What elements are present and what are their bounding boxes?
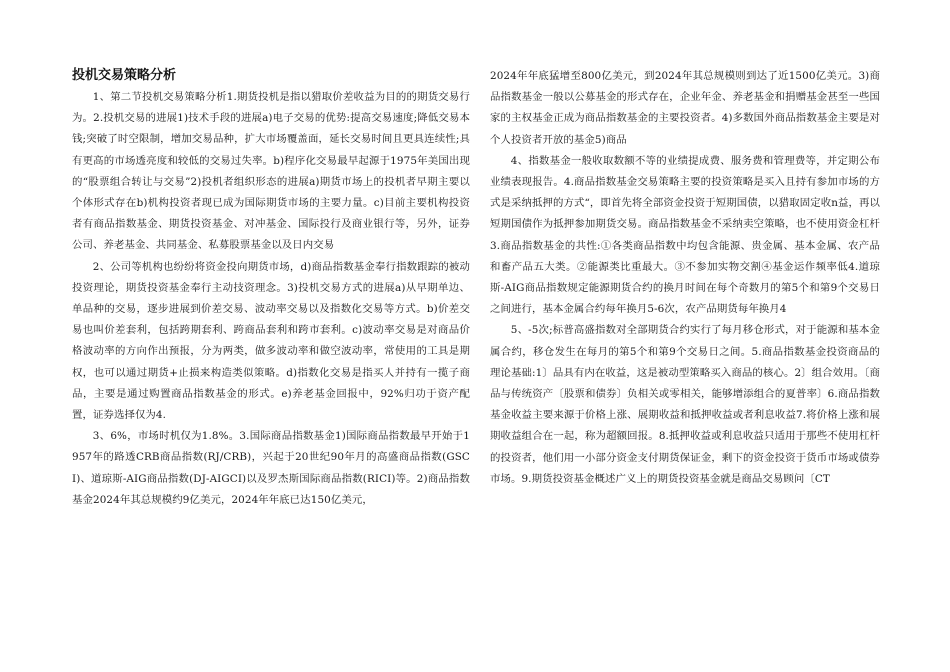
right-column <box>490 66 880 490</box>
paragraph-5: 5、-5次;标普高盛指数对全部期货合约实行了每月移仓形式，对于能源和基本金属合约，移仓发生在每月的第5个和第9个交易日之间。5.商品指数基金投资商品的理论基础:1〕品具有内在收益，这是被动型策略买入商品的核心。2〕组合效用。〔商品与传统资产〔股票和债券〕负相关或零相关，能够增添组合的夏普率〕6.商品指数基金收益主要来源于价格上涨、展期收益和抵押收益或者利息收益7.将价格上涨和展期收益组合在一起，称为超额回报。8.抵押收益或利息收益只适用于那些不使用杠杆的投资者，他们用一小部分资金支付期货保证金，剩下的资金投资于货币市场或债券市场。9.期货投资基金概述广义上的期货投资基金就是商品交易顾问〔CT <box>490 324 880 485</box>
paragraph-3: 3、6%，市场时机仅为1.8%。3.国际商品指数基金1)国际商品指数最早开始于1957年的路透CRB商品指数(RJ/CRB)，兴起于20世纪90年月的高盛商品指数(GSCI)、道琼斯-AIG商品指数(DJ-AIGCI)以及罗杰斯国际商品指数(RICI)等。2)商品指数基金2024年其总规模约9亿美元，2024年年底已达150亿美元， <box>72 430 470 506</box>
paragraph-4: 4、指数基金一般收取数额不等的业绩提成费、服务费和管理费等，并定期公布业绩表现报告。4.商品指数基金交易策略主要的投资策略是买入且持有参加市场的方式是采纳抵押的方式“，即首先将全部资金投资于短期国债，以猎取固定收n益，再以短期国债作为抵押参加期货交易。商品指数基金不采纳卖空策略，也不使用资金杠杆3.商品指数基金的共性:①各类商品指数中均包含能源、贵金属、基本金属、农产品和畜产品五大类。②能源类比重最大。③不参加实物交割④基金运作频率低4.道琼斯-AIG商品指数规定能源期货合约的换月时间在每个奇数月的第5个和第9个交易日之间进行，基本金属合约每年换月5-6次，农产品期货每年换月4 <box>490 154 880 316</box>
document-title: 投机交易策略分析 <box>72 68 177 83</box>
left-column <box>72 66 470 511</box>
paragraph-3-continued: 2024年年底猛增至800亿美元，到2024年其总规模则到达了近1500亿美元。3)商品指数基金一般以公募基金的形式存在，企业年金、养老基金和捐赠基金甚至一些国家的主权基金正成为商品指数基金的主要投资者。4)多数国外商品指数基金主要是对个人投资者开放的基金5)商品 <box>490 70 880 146</box>
paragraph-2: 2、公司等机构也纷纷将资金投向期货市场，d)商品指数基金奉行指数跟踪的被动投资理论，期货投资基金奉行主动技资理念。3)投机交易方式的进展a)从早期单边、单品种的交易，逐步进展到价差交易、波动率交易以及指数化交易等方式。b)价差交易也叫价差套利，包括跨期套利、跨商品套利和跨市套利。c)波动率交易是对商品价格波动率的方向作出预报，分为两类，做多波动率和做空波动率，常使用的工具是期权，也可以通过期货+止损来构造类似策略。d)指数化交易是指买人并持有一揽子商品，主要是通过购置商品指数基金的形式。e)养老基金回报中，92%归功于资产配置，证券选择仅为4. <box>72 260 470 422</box>
paragraph-1: 1、第二节投机交易策略分析1.期货投机是指以猎取价差收益为目的的期货交易行为。2.投机交易的进展1)技术手段的进展a)电子交易的优势:提高交易速度;降低交易本钱;突破了时空限制，增加交易品种，扩大市场覆盖面，延长交易时间且更具连续性;具有更高的市场透亮度和较低的交易过失率。b)程序化交易最早起源于1975年美国出现的“股票组合转让与交易”2)投机者组织形态的进展a)期货市场上的投机者早期主要以个体形式存在b)机构投资者现已成为国际期货市场的主要力量。c)目前主要机构投资者有商品指数基金、期货投资基金、对冲基金、国际投行及商业银行等，另外，证券公司、养老基金、共同基金、私募股票基金以及日内交易 <box>72 91 470 252</box>
